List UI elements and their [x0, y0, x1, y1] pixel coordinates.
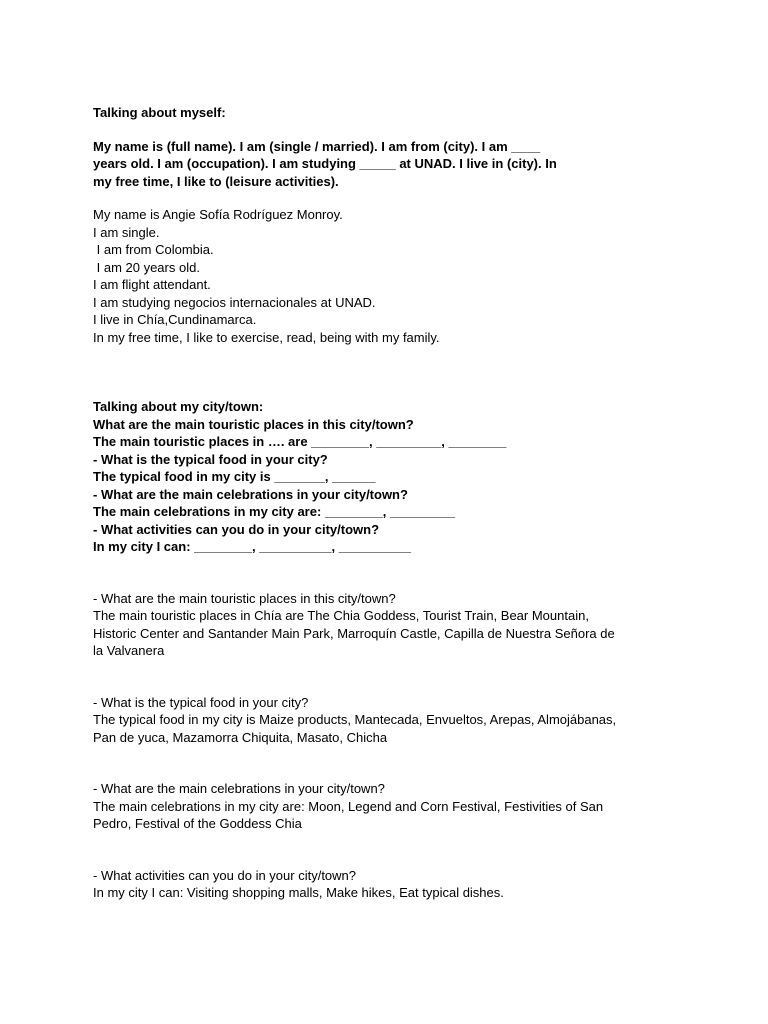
answer-line: The main celebrations in my city are: Moon, Legend and Corn Festival, Festivities of San: [93, 798, 604, 814]
answer-line: I am from Colombia.: [93, 242, 214, 257]
section-title-city: Talking about my city/town:: [93, 399, 264, 414]
prompt-line: My name is (full name). I am (single / married). I am from (city). I am ____: [93, 138, 541, 154]
prompt-line: The main celebrations in my city are: ________, _________: [93, 504, 456, 519]
answer-line: The main touristic places in Chía are The Chia Goddess, Tourist Train, Bear Mountain,: [93, 608, 589, 623]
answer-line: Historic Center and Santander Main Park, Marroquín Castle, Capilla de Nuestra Señora de: [93, 625, 615, 641]
prompt-line: The typical food in my city is _______, ______: [93, 469, 376, 484]
answer-question: - What is the typical food in your city?: [93, 694, 309, 710]
spacer: [93, 122, 693, 138]
answer-line: I am flight attendant.: [93, 277, 211, 292]
answer-line: I am single.: [93, 224, 160, 240]
prompt-line: - What are the main celebrations in your city/town?: [93, 486, 408, 502]
prompt-line: What are the main touristic places in this city/town?: [93, 416, 414, 432]
answer-line: Pedro, Festival of the Goddess Chia: [93, 816, 302, 831]
answer-line: My name is Angie Sofía Rodríguez Monroy.: [93, 207, 343, 222]
spacer: [93, 660, 693, 694]
prompt-line: years old. I am (occupation). I am studying _____ at UNAD. I live in (city). In: [93, 156, 557, 171]
prompt-line: my free time, I like to (leisure activities).: [93, 173, 339, 189]
spacer: [93, 746, 693, 780]
answer-question: - What are the main celebrations in your city/town?: [93, 781, 385, 796]
answer-line: I am studying negocios internacionales at UNAD.: [93, 294, 376, 310]
spacer: [93, 346, 693, 398]
answer-line: In my free time, I like to exercise, read, being with my family.: [93, 329, 440, 345]
answer-line: The typical food in my city is Maize products, Mantecada, Envueltos, Arepas, Almojábanas,: [93, 712, 617, 727]
spacer: [93, 190, 693, 206]
section-title-myself: Talking about myself:: [93, 105, 226, 120]
answer-question: - What activities can you do in your city/town?: [93, 867, 357, 883]
prompt-line: In my city I can: ________, __________, __________: [93, 539, 412, 554]
answer-line: I am 20 years old.: [93, 259, 200, 275]
answer-question: - What are the main touristic places in this city/town?: [93, 590, 396, 606]
prompt-line: - What activities can you do in your city/town?: [93, 521, 380, 537]
document-page: [93, 104, 693, 902]
answer-line: Pan de yuca, Mazamorra Chiquita, Masato, Chicha: [93, 729, 388, 745]
answer-line: la Valvanera: [93, 643, 165, 658]
spacer: [93, 556, 693, 590]
answer-line: In my city I can: Visiting shopping malls, Make hikes, Eat typical dishes.: [93, 885, 504, 900]
prompt-line: The main touristic places in …. are ________, _________, ________: [93, 434, 507, 449]
spacer: [93, 833, 693, 867]
answer-line: I live in Chía,Cundinamarca.: [93, 312, 257, 327]
prompt-line: - What is the typical food in your city?: [93, 451, 328, 467]
